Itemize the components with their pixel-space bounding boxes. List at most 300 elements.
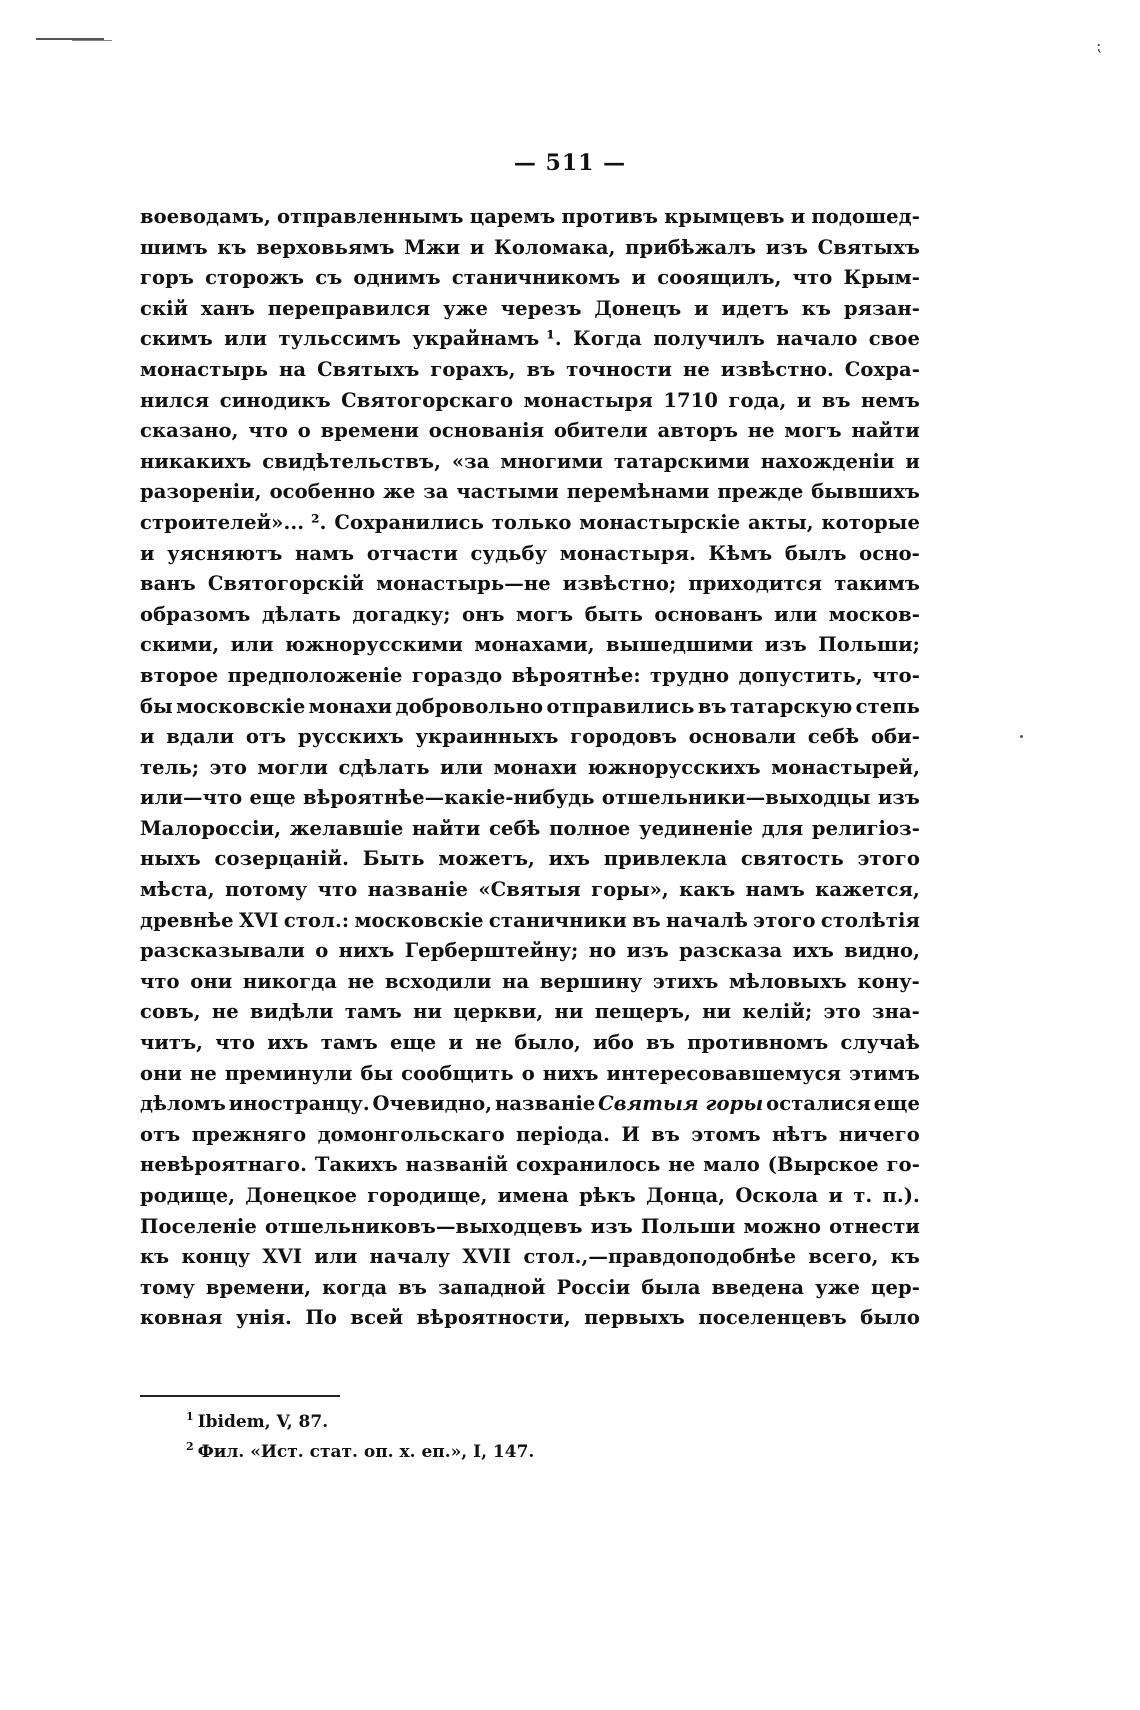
text-line xyxy=(140,814,920,845)
word: преминули xyxy=(224,1061,353,1085)
word: видно, xyxy=(844,939,920,963)
word: монастыря. xyxy=(559,541,696,565)
text-line xyxy=(140,477,920,508)
text-line xyxy=(140,1028,920,1059)
text-line xyxy=(140,1273,920,1304)
word: всего, xyxy=(808,1245,879,1269)
word: XVI xyxy=(262,1245,303,1269)
word: никакихъ xyxy=(140,449,252,473)
word: монастырскіе xyxy=(579,510,741,534)
word: была xyxy=(641,1275,701,1299)
word: монастырь xyxy=(140,357,269,381)
word: невѣроятнаго. xyxy=(140,1153,308,1177)
word: для xyxy=(761,816,804,840)
word: не xyxy=(190,1061,217,1085)
word: Донецкое xyxy=(245,1184,358,1207)
word: быть xyxy=(584,602,643,626)
word: этимъ xyxy=(849,1061,920,1085)
word: По xyxy=(305,1306,337,1330)
word: го- xyxy=(886,1153,920,1177)
word: Когда xyxy=(573,327,642,351)
word: намъ xyxy=(295,541,355,565)
word: переправился xyxy=(267,296,431,320)
word: найти xyxy=(851,419,920,443)
word: древнѣе xyxy=(140,908,234,932)
word: мѣловыхъ xyxy=(728,969,847,993)
word: намъ xyxy=(745,878,805,902)
word: уясняютъ xyxy=(167,541,283,565)
word: основанъ xyxy=(654,602,763,626)
word: нился xyxy=(140,388,210,412)
footnote-mark: 2 xyxy=(186,1440,194,1454)
word: о xyxy=(315,939,329,963)
word: изъ xyxy=(590,1214,633,1238)
word: синодикъ xyxy=(219,388,331,412)
word: родище, xyxy=(140,1184,236,1207)
word: свое xyxy=(868,327,920,351)
word: монахи xyxy=(308,694,393,718)
word: монастырь—не xyxy=(376,572,551,596)
word: привлекла xyxy=(603,847,728,871)
text-line xyxy=(140,844,920,875)
word: допустить, xyxy=(738,663,863,687)
word: мѣста, xyxy=(140,878,215,902)
text-line xyxy=(140,906,920,937)
text-line xyxy=(140,539,920,570)
word: это xyxy=(209,755,247,779)
word: обители xyxy=(553,419,648,443)
word: и xyxy=(631,266,647,290)
text-line xyxy=(140,936,920,967)
text-line xyxy=(140,783,920,814)
text-line xyxy=(140,1181,920,1212)
word: первыхъ xyxy=(584,1306,685,1330)
word: или xyxy=(230,633,274,657)
word: съ xyxy=(315,266,343,290)
word: верховьямъ xyxy=(256,235,395,259)
word: прежде xyxy=(717,480,804,504)
word: и xyxy=(828,1184,844,1207)
text-line xyxy=(140,355,920,386)
word: ковная xyxy=(140,1306,223,1330)
text-line xyxy=(140,692,920,723)
word: и xyxy=(140,541,155,565)
word: имена xyxy=(497,1184,569,1207)
word: подошед- xyxy=(811,205,920,228)
word: ни xyxy=(554,1000,584,1024)
word: южнорусскихъ xyxy=(587,755,761,779)
footnote xyxy=(186,1437,886,1467)
word: изъ xyxy=(765,235,808,259)
word: извѣстно; xyxy=(562,572,677,596)
text-line xyxy=(140,722,920,753)
word: мало xyxy=(703,1153,760,1177)
word: Сохранились xyxy=(334,510,484,534)
word: идетъ xyxy=(721,296,789,320)
word: и xyxy=(448,1031,464,1055)
word: можетъ, xyxy=(438,847,535,871)
word: п.). xyxy=(882,1184,920,1207)
text-line xyxy=(140,386,920,417)
word: приходится xyxy=(688,572,823,596)
word: всходили xyxy=(385,969,492,993)
text-line xyxy=(140,202,920,233)
word: черезъ xyxy=(500,296,582,320)
word: келій; xyxy=(742,1000,813,1024)
footnote-text: Ibidem, V, 87. xyxy=(197,1412,329,1432)
word: русскихъ xyxy=(297,725,404,749)
word: какъ xyxy=(679,878,736,902)
word: предположеніе xyxy=(227,663,403,687)
word: изъ xyxy=(764,633,807,657)
scan-artifact-dot xyxy=(1020,735,1023,738)
word: извѣстно. xyxy=(720,357,834,381)
word: они xyxy=(190,969,233,993)
word: разсказа xyxy=(679,939,783,963)
word: и xyxy=(796,388,812,412)
word: этомъ xyxy=(691,1122,761,1146)
word: могъ xyxy=(784,419,842,443)
word: было xyxy=(860,1306,920,1330)
word: совъ, xyxy=(140,1000,201,1024)
word: бы xyxy=(140,694,173,718)
word: отъ xyxy=(140,1122,181,1146)
word: что xyxy=(140,969,180,993)
word: читъ, xyxy=(140,1031,204,1055)
word: въ xyxy=(646,1031,675,1055)
word: унія. xyxy=(236,1306,292,1330)
word: и xyxy=(140,725,155,749)
word: сторожъ xyxy=(205,266,305,290)
word: скимъ xyxy=(140,327,213,351)
word: могъ xyxy=(515,602,574,626)
word: въ xyxy=(398,1275,427,1299)
word: нѣтъ xyxy=(772,1122,828,1146)
word: «Святыя xyxy=(478,878,581,902)
word: Кѣмъ xyxy=(708,541,773,565)
word: вышедшими xyxy=(606,633,754,657)
word: еще xyxy=(249,786,296,810)
word: осталися xyxy=(766,1092,871,1116)
word: Святогорскій xyxy=(207,572,365,596)
word: украйнамъ ¹. xyxy=(412,327,562,351)
word: частыми xyxy=(456,480,559,504)
text-line xyxy=(140,447,920,478)
word: скими, xyxy=(140,633,220,657)
word: былъ xyxy=(784,541,847,565)
word: рѣкъ xyxy=(579,1184,636,1207)
word: къ xyxy=(801,296,832,320)
word: догадку; xyxy=(352,602,451,626)
word: на xyxy=(502,969,530,993)
word: монахами, xyxy=(474,633,595,657)
word: вѣроятнѣе—какіе-нибудь xyxy=(302,786,595,810)
word: Такихъ xyxy=(314,1153,398,1177)
word: южнорусскими xyxy=(285,633,463,657)
word: началу xyxy=(369,1245,451,1269)
word: себѣ xyxy=(807,725,860,749)
word: разореніи, xyxy=(140,480,262,504)
word: интересовавшемуся xyxy=(606,1061,842,1085)
word: многими xyxy=(500,449,604,473)
word: Коломака, xyxy=(494,235,616,259)
word: не xyxy=(347,969,375,993)
word: иностранцу. xyxy=(228,1092,370,1116)
footnote-mark: 1 xyxy=(186,1410,194,1424)
text-line xyxy=(140,1150,920,1181)
word: не xyxy=(682,357,710,381)
word: монахи xyxy=(493,755,578,779)
word: сдѣлать xyxy=(338,755,430,779)
word: отчасти xyxy=(366,541,458,565)
word: введена xyxy=(711,1275,805,1299)
word: москов- xyxy=(828,602,920,626)
word: горахъ, xyxy=(430,357,516,381)
word: этого xyxy=(753,908,816,932)
word: сообщить xyxy=(401,1061,514,1085)
word: изъ xyxy=(877,786,920,810)
word: особенно xyxy=(269,480,376,504)
word: не xyxy=(475,1031,503,1055)
word: скій xyxy=(140,296,189,320)
word: отправились xyxy=(546,694,695,718)
word: Россіи xyxy=(556,1275,631,1299)
text-line xyxy=(140,1120,920,1151)
body-text xyxy=(140,202,920,1334)
word: городовъ xyxy=(570,725,678,749)
word: Донецъ xyxy=(594,296,682,320)
word: времени, xyxy=(205,1275,312,1299)
word: Святыхъ xyxy=(817,235,920,259)
word: ванъ xyxy=(140,572,196,596)
word: противъ xyxy=(561,205,659,228)
word: полное xyxy=(549,816,631,840)
word: времени xyxy=(320,419,419,443)
word: видѣли xyxy=(250,1000,334,1024)
word: въ xyxy=(632,908,661,932)
word: трудно xyxy=(650,663,730,687)
word: пещеръ, xyxy=(594,1000,691,1024)
text-line xyxy=(140,753,920,784)
word: вершину xyxy=(539,969,643,993)
word: строителей»... ². xyxy=(140,510,327,534)
word: началѣ xyxy=(666,908,748,932)
word: отправленнымъ xyxy=(276,205,464,228)
word: или xyxy=(224,327,268,351)
word: немъ xyxy=(861,388,920,412)
word: можно xyxy=(743,1214,821,1238)
word: и xyxy=(790,205,806,228)
word: прибѣжалъ xyxy=(625,235,757,259)
word: въ xyxy=(651,1122,680,1146)
word: въ xyxy=(821,388,851,412)
word: татарскими xyxy=(613,449,750,473)
word: зна- xyxy=(872,1000,920,1024)
word: онъ xyxy=(461,602,505,626)
word: Поселеніе xyxy=(140,1214,257,1238)
word: и xyxy=(694,296,709,320)
word: этого xyxy=(857,847,920,871)
word: городище, xyxy=(367,1184,488,1207)
word: основали xyxy=(688,725,797,749)
text-line xyxy=(140,569,920,600)
word: къ xyxy=(140,1245,170,1269)
word: они xyxy=(140,1061,183,1085)
word: станичники xyxy=(488,908,627,932)
word: не xyxy=(668,1153,696,1177)
word: что xyxy=(317,878,358,902)
word: монастыря xyxy=(523,388,653,412)
word: украинныхъ xyxy=(415,725,559,749)
word: Святыя горы xyxy=(598,1092,764,1116)
word: авторъ xyxy=(657,419,738,443)
word: уже xyxy=(443,296,488,320)
word: московскіе xyxy=(354,908,484,932)
word: еще xyxy=(873,1092,920,1116)
text-line xyxy=(140,1242,920,1273)
word: тому xyxy=(140,1275,195,1299)
text-line xyxy=(140,233,920,264)
word: за xyxy=(423,480,449,504)
word: о xyxy=(521,1061,535,1085)
word: противномъ xyxy=(687,1031,829,1055)
word: потому xyxy=(224,878,308,902)
word: И xyxy=(621,1122,640,1146)
word: свидѣтельствъ, xyxy=(262,449,441,473)
word: Малороссіи, xyxy=(140,816,282,840)
word: которые xyxy=(821,510,920,534)
word: т. xyxy=(853,1184,873,1207)
word: (Вырское xyxy=(767,1153,879,1177)
word: желавшіе xyxy=(289,816,404,840)
word: Святыхъ xyxy=(317,357,420,381)
word: на xyxy=(279,357,307,381)
word: названій xyxy=(405,1153,509,1177)
word: ни xyxy=(702,1000,732,1024)
word: образомъ xyxy=(140,602,251,626)
word: домонгольскаго xyxy=(317,1122,505,1146)
word: горъ xyxy=(140,266,194,290)
word: концу xyxy=(181,1245,251,1269)
word: ихъ xyxy=(267,1031,309,1055)
word: ихъ xyxy=(792,939,834,963)
footnote-divider xyxy=(140,1395,340,1397)
word: было, xyxy=(514,1031,581,1055)
word: стол.,—правдоподобнѣе xyxy=(523,1245,797,1269)
text-line xyxy=(140,1059,920,1090)
word: или xyxy=(314,1245,358,1269)
word: церкви, xyxy=(453,1000,544,1024)
word: столѣтія xyxy=(820,908,920,932)
word: названіе xyxy=(494,1092,596,1116)
footnotes xyxy=(186,1407,886,1467)
word: XVI xyxy=(238,908,279,932)
word: въ xyxy=(697,694,727,718)
word: «за xyxy=(451,449,490,473)
word: тульссимъ xyxy=(278,327,401,351)
word: дѣлать xyxy=(261,602,341,626)
word: такимъ xyxy=(834,572,920,596)
word: могли xyxy=(257,755,329,779)
word: получилъ xyxy=(653,327,765,351)
word: святость xyxy=(740,847,844,871)
word: стол.: xyxy=(283,908,350,932)
word: Польши; xyxy=(818,633,920,657)
word: сохранилось xyxy=(515,1153,661,1177)
word: татарскую xyxy=(729,694,853,718)
word: ихъ xyxy=(548,847,591,871)
word: или xyxy=(774,602,818,626)
footnote xyxy=(186,1407,886,1437)
word: что xyxy=(248,419,288,443)
word: Крым- xyxy=(843,266,920,290)
word: поселенцевъ xyxy=(698,1306,847,1330)
word: горы», xyxy=(591,878,669,902)
word: не xyxy=(747,419,775,443)
word: добровольно xyxy=(395,694,544,718)
word: всей xyxy=(350,1306,404,1330)
word: что xyxy=(792,266,833,290)
word: ханъ xyxy=(201,296,255,320)
word: оби- xyxy=(870,725,920,749)
word: къ xyxy=(890,1245,920,1269)
word: нихъ xyxy=(338,939,395,963)
word: ничего xyxy=(838,1122,920,1146)
scan-artifact-rule-faint xyxy=(72,40,112,41)
word: Донца, xyxy=(646,1184,726,1207)
word: вѣроятности, xyxy=(416,1306,571,1330)
scan-artifact-mark: ⁏ xyxy=(1096,36,1102,55)
word: уже xyxy=(815,1275,860,1299)
word: Святогорскаго xyxy=(341,388,514,412)
word: XVII xyxy=(462,1245,512,1269)
word: это xyxy=(823,1000,861,1024)
text-line xyxy=(140,1303,920,1334)
text-line xyxy=(140,324,920,355)
text-line xyxy=(140,263,920,294)
text-line xyxy=(140,967,920,998)
word: 1710 xyxy=(663,388,719,412)
word: ныхъ xyxy=(140,847,201,871)
word: монастырей, xyxy=(771,755,920,779)
word: религіоз- xyxy=(811,816,920,840)
word: себѣ xyxy=(489,816,541,840)
word: цер- xyxy=(870,1275,920,1299)
word: Мжи xyxy=(404,235,461,259)
word: кажется, xyxy=(815,878,920,902)
word: дѣломъ xyxy=(140,1092,226,1116)
word: начало xyxy=(776,327,858,351)
word: судьбу xyxy=(470,541,548,565)
word: отъ xyxy=(245,725,287,749)
text-line xyxy=(140,630,920,661)
word: разсказывали xyxy=(140,939,305,963)
word: царемъ xyxy=(469,205,556,228)
word: только xyxy=(491,510,572,534)
word: случаѣ xyxy=(840,1031,920,1055)
word: гораздо xyxy=(411,663,503,687)
word: этихъ xyxy=(652,969,719,993)
word: Оскола xyxy=(735,1184,819,1207)
word: изъ xyxy=(626,939,669,963)
word: вдали xyxy=(166,725,235,749)
word: прежняго xyxy=(191,1122,307,1146)
word: Герберштейну; xyxy=(404,939,579,963)
text-line xyxy=(140,875,920,906)
word: или xyxy=(440,755,484,779)
word: найти xyxy=(412,816,481,840)
text-line xyxy=(140,661,920,692)
